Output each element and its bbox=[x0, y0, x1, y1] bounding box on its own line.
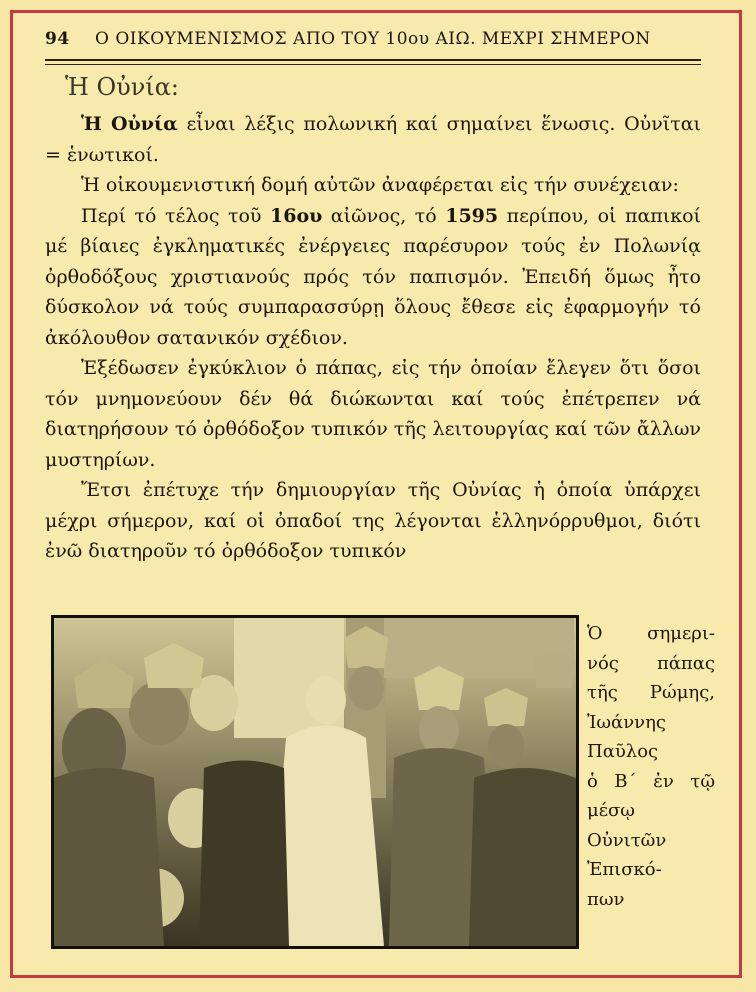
body-text-upper bbox=[45, 109, 701, 567]
section-title: Ἡ Οὐνία: bbox=[65, 73, 179, 101]
paragraph-definition: Ἡ Οὐνία εἶναι λέξις πολωνική καί σημαίνει ἕνωσις. Οὐνῖται = ἑνωτικοί. bbox=[45, 113, 701, 166]
paragraph-intro: Ἡ οἰκουμενιστική δομή αὐτῶν ἀναφέρεται εἰς τήν συνέχειαν: bbox=[81, 174, 679, 196]
page-number: 94 bbox=[45, 29, 70, 49]
header-rule bbox=[45, 59, 701, 61]
page-header bbox=[45, 29, 705, 49]
photo-caption: Ὁ σημερι- νός πάπας τῆς Ρώμης, Ἰωάννης Παῦλος ὁ Β΄ ἐν τῷ μέσῳ Οὐνιτῶν Ἐπισκό- πων bbox=[587, 623, 715, 910]
paragraph-uniates: Ἔτσι ἐπέτυχε τήν δημιουργίαν τῆς Οὐνίας ἡ ὁποία ὑπάρχει μέχρι σήμερον, καί οἱ ὀπαδοί της λέγονται ἑλληνόρρυθμοι, διότι ἐνῶ διατηροῦν τό ὀρθόδοξον τυπικόν bbox=[45, 479, 701, 562]
header-rule-thin bbox=[45, 64, 701, 65]
book-page bbox=[10, 10, 742, 978]
running-title: Ο ΟΙΚΟΥΜΕΝΙΣΜΟΣ ΑΠΟ ΤΟΥ 10ου ΑΙΩ. ΜΕΧΡΙ ΣΗΜΕΡΟΝ bbox=[95, 29, 651, 49]
photo-image bbox=[54, 618, 576, 946]
paragraph-encyclical: Ἐξέδωσεν ἐγκύκλιον ὁ πάπας, εἰς τήν ὁποίαν ἔλεγεν ὅτι ὅσοι τόν μνημονεύουν δέν θά διώκωνται καί τούς ἐπέτρεπεν νά διατηρήσουν τό ὀρθόδοξον τυπικόν τῆς λειτουργίας καί τῶν ἄλλων μυστηρίων. bbox=[45, 357, 701, 471]
paragraph-history: Περί τό τέλος τοῦ 16ου αἰῶνος, τό 1595 περίπου, οἱ παπικοί μέ βίαιες ἐγκληματικές ἐνέργειες παρέσυρον τούς ἐν Πολωνίᾳ ὀρθοδόξους χριστιανούς πρός τόν παπισμόν. Ἐπειδή ὅμως ἦτο δύσκολον νά τούς συμπαρασσύρῃ ὅλους ἔθεσε εἰς ἐφαρμογήν τό ἀκόλουθον σατανικόν σχέδιον. bbox=[45, 204, 702, 349]
photo-pope-with-bishops bbox=[51, 615, 579, 949]
